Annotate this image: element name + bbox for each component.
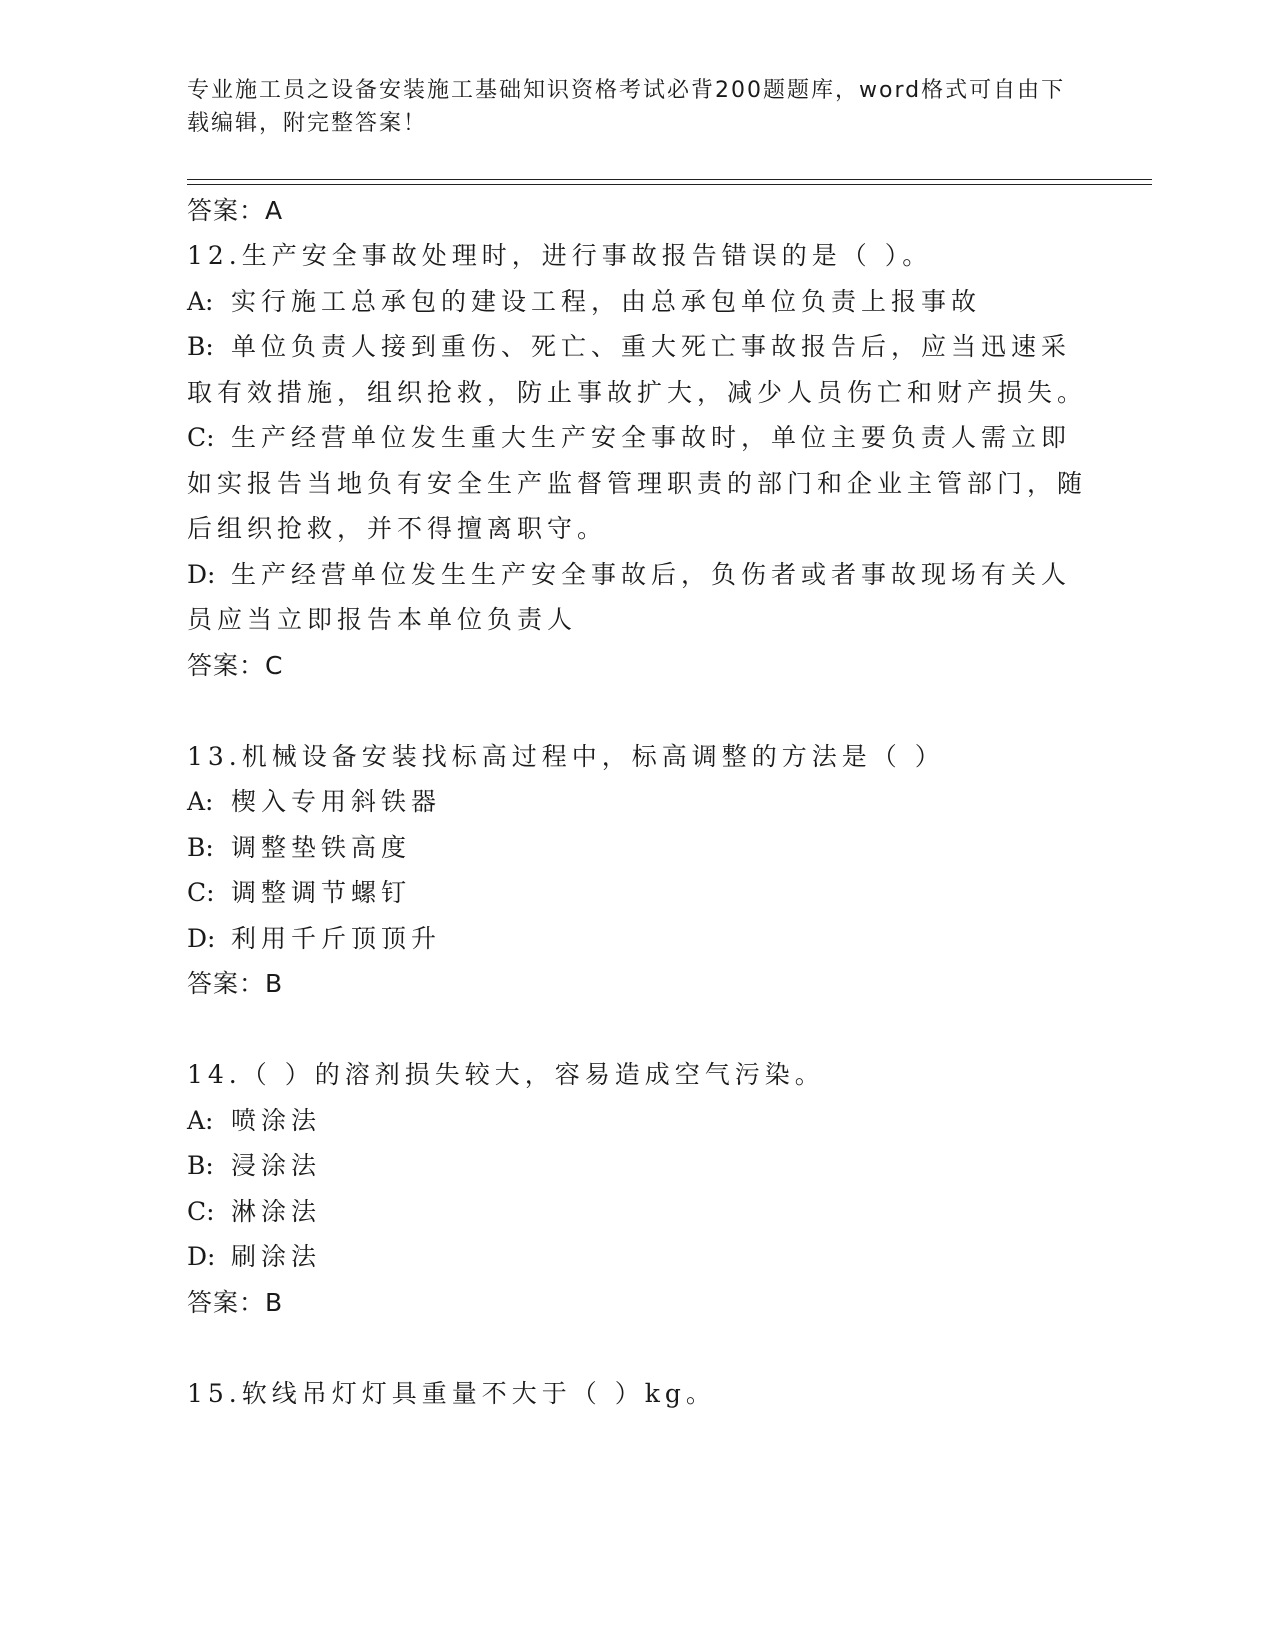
option-letter: C: [187,878,215,907]
option-text: 生产经营单位发生重大生产安全事故时，单位主要负责人需立即如实报告当地负有安全生产监督管理职责的部门和企业主管部门，随后组织抢救，并不得擅离职守。 [187,423,1088,543]
page-header-title: 专业施工员之设备安装施工基础知识资格考试必背200题题库，word格式可自由下载编辑，附完整答案！ [187,78,1066,136]
question-stem: 15.软线吊灯灯具重量不大于（ ）kg。 [187,1378,716,1408]
option-letter: C: [187,1196,215,1226]
option-b [187,825,1087,871]
option-text: 利用千斤顶顶升 [231,923,442,953]
question-15 [187,1371,1087,1417]
option-letter: D: [187,1242,216,1271]
option-text: 调整垫铁高度 [231,832,412,862]
option-letter: D: [187,559,216,589]
option-text: 刷涂法 [231,1242,322,1271]
option-text: 喷涂法 [231,1105,322,1135]
option-letter: B: [187,332,214,361]
option-letter: B: [187,832,214,862]
option-letter: A: [187,286,214,316]
answer-line: 答案：A [187,196,284,225]
option-text: 生产经营单位发生生产安全事故后，负伤者或者事故现场有关人员应当立即报告本单位负责人 [187,559,1072,634]
header-divider-bottom [187,184,1152,185]
option-text: 单位负责人接到重伤、死亡、重大死亡事故报告后，应当迅速采取有效措施，组织抢救，防止事故扩大，减少人员伤亡和财产损失。 [187,332,1088,407]
option-text: 淋涂法 [231,1196,322,1226]
header-divider-top [187,179,1152,180]
option-c [187,415,1087,552]
document-body [187,188,1087,1416]
option-text: 楔入专用斜铁器 [231,787,442,816]
question-stem: 12.生产安全事故处理时，进行事故报告错误的是（ ）。 [187,241,933,270]
answer-line: 答案：C [187,650,284,680]
option-a [187,779,1087,825]
option-b [187,324,1087,415]
question-stem: 14.（ ）的溶剂损失较大，容易造成空气污染。 [187,1060,825,1089]
option-letter: C: [187,423,215,452]
option-text: 调整调节螺钉 [231,878,412,907]
option-d [187,1234,1087,1280]
option-d [187,552,1087,643]
option-c [187,870,1087,916]
option-letter: A: [187,787,214,816]
answer-line: 答案：B [187,1287,284,1317]
option-c [187,1189,1087,1235]
option-letter: D: [187,923,216,953]
option-d [187,916,1087,962]
option-a [187,1098,1087,1144]
option-letter: B: [187,1151,214,1180]
option-a [187,279,1087,325]
option-text: 实行施工总承包的建设工程，由总承包单位负责上报事故 [231,286,982,316]
question-stem: 13.机械设备安装找标高过程中，标高调整的方法是（ ） [187,741,945,771]
option-letter: A: [187,1105,214,1135]
answer-line: 答案：B [187,969,284,998]
question-13 [187,734,1087,1007]
option-b [187,1143,1087,1189]
option-text: 浸涂法 [231,1151,322,1180]
question-12 [187,233,1087,688]
question-14 [187,1052,1087,1325]
